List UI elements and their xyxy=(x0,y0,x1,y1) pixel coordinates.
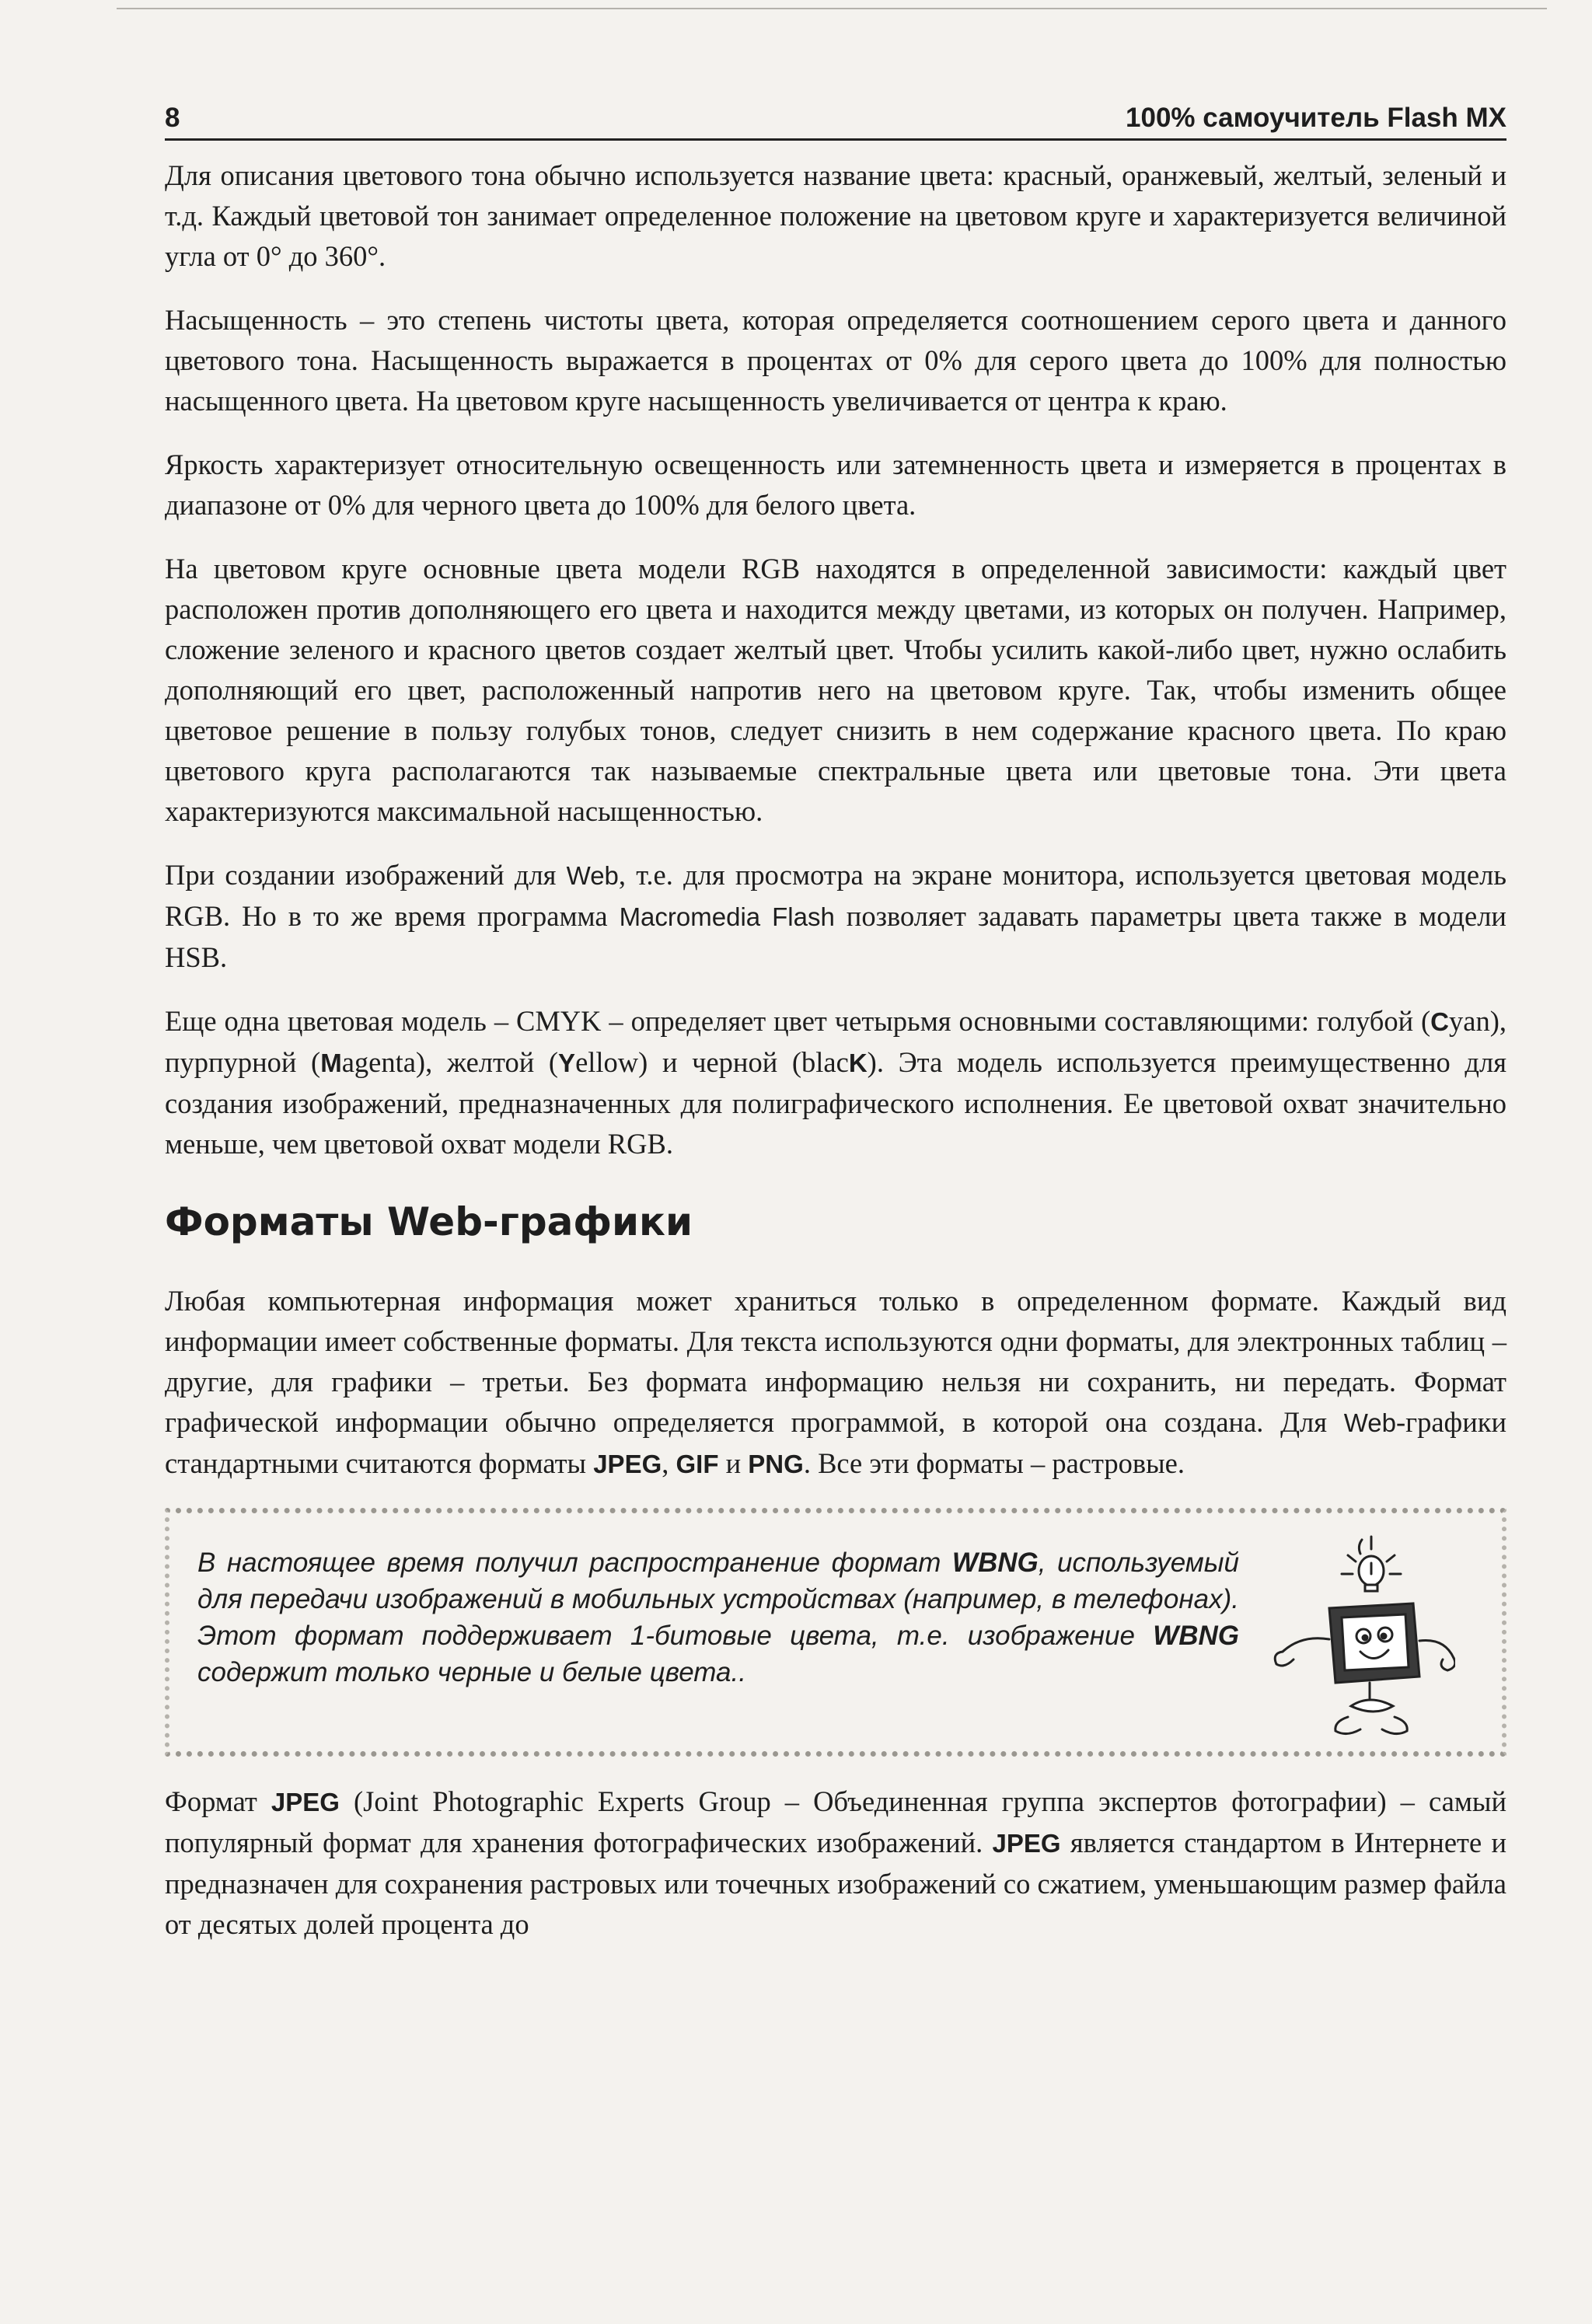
paragraph-brightness: Яркость характеризует относительную освещенность или затемненность цвета и измеряется в процентах в диапазоне от 0% для черного цвета до 100% для белого цвета. xyxy=(165,448,1506,521)
running-title: 100% самоучитель Flash MX xyxy=(1126,103,1506,133)
paragraph-cmyk: Еще одна цветовая модель – CMYK – определяет цвет четырьмя основными составляющими: голубой (Cyan), пурпурной (Magenta), желтой (Yellow) и черной (blacK). Эта модель используется преимущественно для создания изображений, предназначенных для полиграфического исполнения. Ее цветовой охват значительно меньше, чем цветовой охват модели RGB. xyxy=(165,1005,1506,1160)
top-rule xyxy=(117,8,1547,9)
note-box xyxy=(165,1508,1506,1757)
computer-mascot-icon xyxy=(1261,1523,1455,1748)
paragraph-color-wheel: На цветовом круге основные цвета модели RGB находятся в определенной зависимости: каждый цвет расположен против дополняющего его цвета и находится между цветами, из которых он получен. Например, сложение зеленого и красного цветов создает желтый цвет. Чтобы усилить какой-либо цвет, нужно ослабить дополняющий его цвет, расположенный напротив него на цветовом круге. Так, чтобы изменить общее цветовое решение в пользу голубых тонов, следует снизить в нем содержание красного цвета. По краю цветового круга располагаются так называемые спектральные цвета или цветовые тона. Эти цвета характеризуются максимальной насыщенностью. xyxy=(165,553,1506,827)
paragraph-hue: Для описания цветового тона обычно используется название цвета: красный, оранжевый, желтый, зеленый и т.д. Каждый цветовой тон занимает определенное положение на цветовом круге и характеризуется величиной угла от 0° до 360°. xyxy=(165,159,1506,272)
paragraph-saturation: Насыщенность – это степень чистоты цвета, которая определяется соотношением серого цвета и данного цветового тона. Насыщенность выражается в процентах от 0% для серого цвета до 100% для полностью насыщенного цвета. На цветовом круге насыщенность увеличивается от центра к краю. xyxy=(165,304,1506,417)
page-header xyxy=(165,99,1506,141)
section-title: Форматы Web-графики xyxy=(165,1199,693,1244)
paragraph-web-formats: Любая компьютерная информация может храниться только в определенном формате. Каждый вид информации имеет собственные форматы. Для текста используются одни форматы, для электронных таблиц – другие, для графики – третьи. Без формата информацию нельзя ни сохранить, ни передать. Формат графической информации обычно определяется программой, в которой она создана. Для Web-графики стандартными считаются форматы JPEG, GIF и PNG. Все эти форматы – растровые. xyxy=(165,1285,1506,1479)
paragraph-rgb-hsb: При создании изображений для Web, т.е. для просмотра на экране монитора, используется цветовая модель RGB. Но в то же время программа Macromedia Flash позволяет задавать параметры цвета также в модели HSB. xyxy=(165,859,1506,973)
paragraph-jpeg: Формат JPEG (Joint Photographic Experts Group – Объединенная группа экспертов фотографии) – самый популярный формат для хранения фотографических изображений. JPEG является стандартом в Интернете и предназначен для сохранения растровых или точечных изображений со сжатием, уменьшающим размер файла от десятых долей процента до xyxy=(165,1785,1506,1940)
page-number: 8 xyxy=(165,103,180,133)
page-content xyxy=(165,155,1506,1968)
note-text: В настоящее время получил распространение формат WBNG, используемый для передачи изображений в мобильных устройствах (например, в телефонах). Этот формат поддерживает 1-битовые цвета, т.е. изображение WBNG содержит только черные и белые цвета.. xyxy=(197,1548,1239,1687)
